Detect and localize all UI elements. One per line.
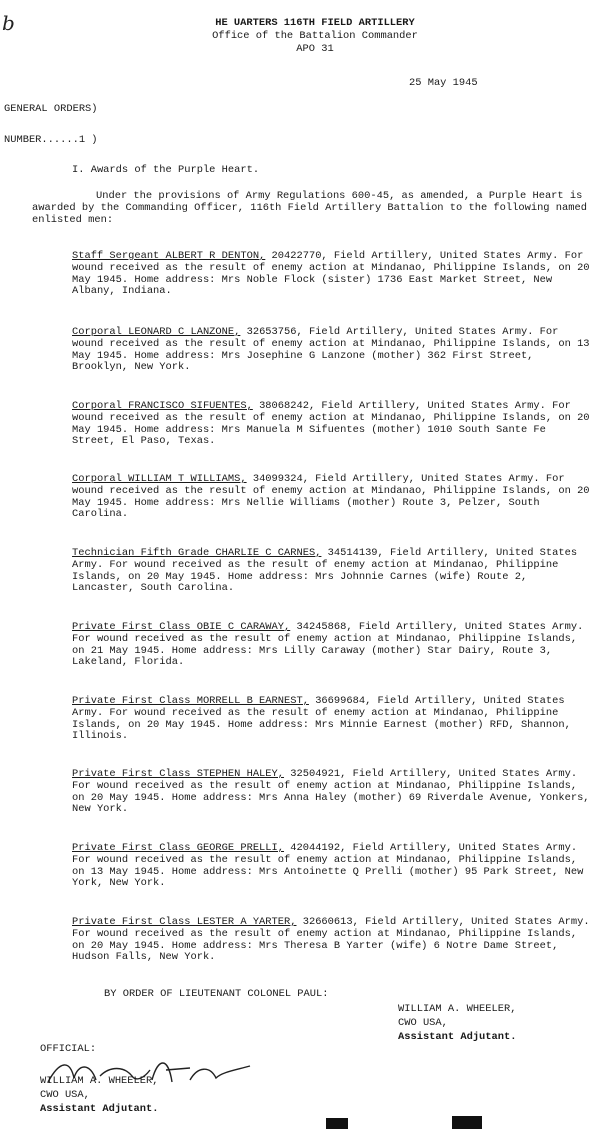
- intro-paragraph: Under the provisions of Army Regulations 600-45, as amended, a Purple Heart is awarded by the Commanding Officer, 116th Field Artillery Battalion to the following named enlisted men:: [32, 190, 587, 226]
- signer-title: Assistant Adjutant.: [398, 1031, 517, 1043]
- soldier-name: Technician Fifth Grade CHARLIE C CARNES,: [72, 547, 322, 559]
- award-entry: [72, 401, 592, 448]
- award-text: 36699684, Field Artillery, United States Army. For wound received as the result of enemy action at Mindanao, Philippine Islands, on 20 May 1945. Home address: Mrs Minnie Earnest (mother) RFD, Shannon, Illinois.: [72, 695, 571, 743]
- scan-artifact: [326, 1118, 348, 1129]
- official-rank: CWO USA,: [40, 1089, 90, 1101]
- award-entry: [72, 474, 592, 521]
- award-entry: [72, 327, 592, 374]
- soldier-name: Private First Class GEORGE PRELLI,: [72, 842, 285, 854]
- award-text: 34099324, Field Artillery, United States Army. For wound received as the result of enemy action at Mindanao, Philippine Islands, on 20 May 1945. Home address: Mrs Nellie Williams (mother) Route 3, Pelzer, South Carolina.: [72, 473, 590, 521]
- award-entry: [72, 769, 592, 816]
- award-text: 38068242, Field Artillery, United States Army. For wound received as the result of enemy action at Mindanao, Philippine Islands, on 20 May 1945. Home address: Mrs Manuela M Sifuentes (mother) 1010 South Sante Fe Street, El Paso, Texas.: [72, 400, 590, 448]
- header-apo: APO 31: [296, 43, 334, 55]
- award-entry: [72, 622, 592, 669]
- soldier-name: Corporal FRANCISCO SIFUENTES,: [72, 400, 253, 412]
- award-text: 32653756, Field Artillery, United States Army. For wound received as the result of enemy action at Mindanao, Philippine Islands, on 13 May 1945. Home address: Mrs Josephine G Lanzone (mother) 362 First Street, Brooklyn, New York.: [72, 326, 590, 374]
- award-text: 32660613, Field Artillery, United States Army. For wound received as the result of enemy action at Mindanao, Philippine Islands, on 20 May 1945. Home address: Mrs Theresa B Yarter (wife) 6 Notre Dame Street, Hudson Falls, New York.: [72, 916, 590, 964]
- general-orders-label: GENERAL ORDERS): [4, 103, 98, 115]
- award-entry: [72, 696, 592, 743]
- margin-handwritten-mark: b: [2, 11, 15, 35]
- soldier-name: Corporal LEONARD C LANZONE,: [72, 326, 241, 338]
- award-entry: [72, 548, 592, 595]
- signer-rank: CWO USA,: [398, 1017, 448, 1029]
- signer-name: WILLIAM A. WHEELER,: [398, 1003, 517, 1015]
- scan-artifact: [452, 1116, 482, 1129]
- award-text: 32504921, Field Artillery, United States Army. For wound received as the result of enemy action at Mindanao, Philippine Islands, on 20 May 1945. Home address: Mrs Anna Haley (mother) 69 Riverdale Avenue, Yonkers, New York.: [72, 768, 590, 816]
- header-office: Office of the Battalion Commander: [212, 30, 418, 42]
- section-heading: I. Awards of the Purple Heart.: [72, 164, 260, 176]
- award-entry: [72, 843, 592, 890]
- award-text: 42044192, Field Artillery, United States Army. For wound received as the result of enemy action at Mindanao, Philippine Islands, on 13 May 1945. Home address: Mrs Antoinette Q Prelli (mother) 95 Park Street, New York, New York.: [72, 842, 584, 890]
- header-headquarters: HE UARTERS 116TH FIELD ARTILLERY: [215, 17, 415, 29]
- soldier-name: Staff Sergeant ALBERT R DENTON,: [72, 250, 266, 262]
- official-title: Assistant Adjutant.: [40, 1103, 159, 1115]
- by-order-line: BY ORDER OF LIEUTENANT COLONEL PAUL:: [104, 988, 329, 1000]
- soldier-name: Private First Class STEPHEN HALEY,: [72, 768, 285, 780]
- award-text: 34514139, Field Artillery, United States Army. For wound received as the result of enemy action at Mindanao, Philippine Islands, on 20 May 1945. Home address: Mrs Johnnie Carnes (wife) Route 2, Lancaster, South Carolina.: [72, 547, 578, 595]
- document-date: 25 May 1945: [409, 77, 478, 89]
- soldier-name: Corporal WILLIAM T WILLIAMS,: [72, 473, 247, 485]
- soldier-name: Private First Class OBIE C CARAWAY,: [72, 621, 291, 633]
- award-entry: [72, 251, 592, 298]
- soldier-name: Private First Class LESTER A YARTER,: [72, 916, 297, 928]
- soldier-name: Private First Class MORRELL B EARNEST,: [72, 695, 309, 707]
- official-label: OFFICIAL:: [40, 1043, 97, 1055]
- award-text: 20422770, Field Artillery, United States Army. For wound received as the result of enemy action at Mindanao, Philippine Islands, on 20 May 1945. Home address: Mrs Noble Flock (sister) 1736 East Market Street, New Albany, Indiana.: [72, 250, 590, 298]
- official-name: WILLIAM A. WHEELER,: [40, 1075, 159, 1087]
- orders-number: NUMBER......1 ): [4, 134, 98, 146]
- award-text: 34245868, Field Artillery, United States Army. For wound received as the result of enemy action at Mindanao, Philippine Islands, on 21 May 1945. Home address: Mrs Lilly Caraway (mother) Star Dairy, Route 3, Lakeland, Florida.: [72, 621, 584, 669]
- award-entry: [72, 917, 592, 964]
